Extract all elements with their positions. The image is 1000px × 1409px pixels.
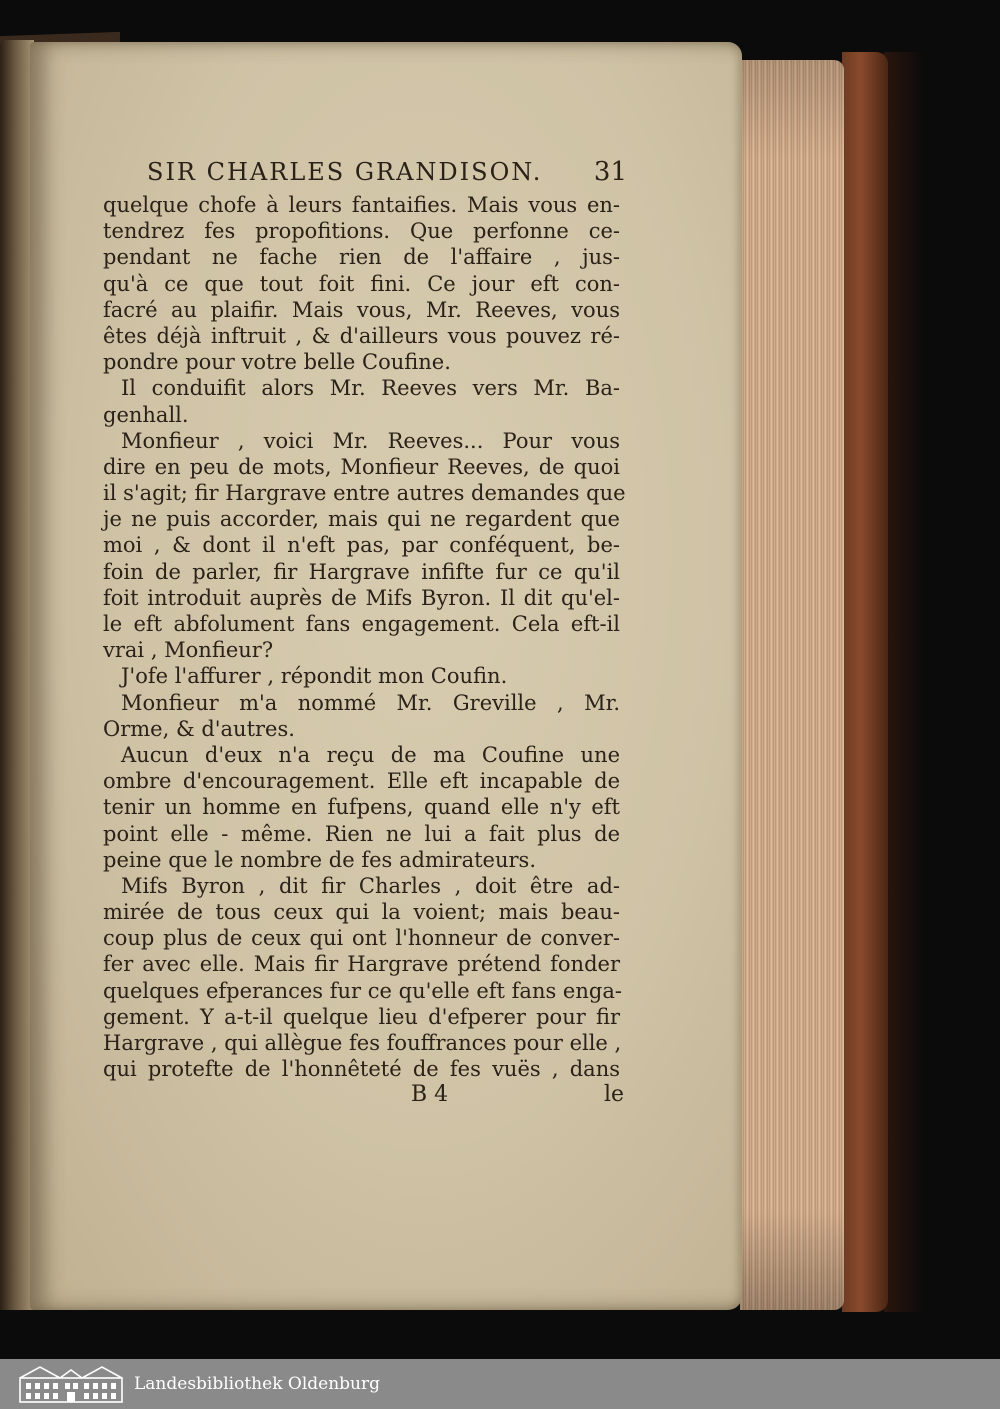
text-line: fer avec elle. Mais fir Hargrave prétend fonder bbox=[103, 952, 620, 977]
page-text-body bbox=[103, 192, 626, 1082]
text-line: peine que le nombre de fes admirateurs. bbox=[103, 847, 537, 872]
left-page-gutter bbox=[0, 40, 34, 1310]
text-line: pendant ne fache rien de l'affaire , jus- bbox=[103, 245, 620, 270]
text-line: il s'agit; fir Hargrave entre autres demandes que bbox=[103, 481, 626, 506]
text-line: Monfieur m'a nommé Mr. Greville , Mr. bbox=[121, 690, 620, 715]
library-building-logo-icon bbox=[18, 1364, 124, 1404]
page-footer bbox=[103, 1082, 624, 1112]
text-line: dire en peu de mots, Monfieur Reeves, de quoi bbox=[103, 454, 620, 479]
text-line: je ne puis accorder, mais qui ne regardent que bbox=[103, 507, 620, 532]
library-footer-bar bbox=[0, 1359, 1000, 1409]
text-line: quelque chofe à leurs fantaifies. Mais vous en- bbox=[103, 193, 620, 217]
book-back-shadow bbox=[884, 52, 924, 1312]
page-number: 31 bbox=[593, 157, 627, 187]
text-line: Aucun d'eux n'a reçu de ma Coufine une bbox=[121, 742, 620, 767]
text-line: Orme, & d'autres. bbox=[103, 716, 295, 741]
text-line: facré au plaifir. Mais vous, Mr. Reeves, vous bbox=[103, 297, 620, 322]
text-line: quelques efperances fur ce qu'elle eft fans enga- bbox=[103, 978, 622, 1003]
text-line: foin de parler, fir Hargrave infifte fur ce qu'il bbox=[103, 559, 620, 584]
text-line: J'ofe l'affurer , répondit mon Coufin. bbox=[121, 664, 508, 689]
book-cover-right bbox=[842, 52, 888, 1312]
library-name: Landesbibliothek Oldenburg bbox=[134, 1374, 381, 1394]
text-line: vrai , Monfieur? bbox=[103, 638, 274, 663]
text-line: ombre d'encouragement. Elle eft incapable de bbox=[103, 769, 620, 794]
running-header bbox=[147, 157, 627, 187]
text-line: genhall. bbox=[103, 402, 189, 427]
text-line: tenir un homme en fufpens, quand elle n'y eft bbox=[103, 795, 620, 820]
text-line: point elle - même. Rien ne lui a fait plus de bbox=[103, 821, 620, 846]
text-line: êtes déjà inftruit , & d'ailleurs vous pouvez ré- bbox=[103, 323, 620, 348]
text-line: pondre pour votre belle Coufine. bbox=[103, 350, 451, 375]
catchword: le bbox=[603, 1082, 624, 1107]
text-line: le eft abfolument fans engagement. Cela eft-il bbox=[103, 612, 620, 636]
text-line: Monfieur , voici Mr. Reeves... Pour vous bbox=[121, 428, 620, 453]
text-line: tendrez fes propofitions. Que perfonne ce- bbox=[103, 219, 620, 244]
text-line: qui protefte de l'honnêteté de fes vuës , dans bbox=[103, 1057, 620, 1082]
text-line: coup plus de ceux qui ont l'honneur de conver- bbox=[103, 926, 620, 951]
text-line: Hargrave , qui allègue fes fouffrances pour elle , bbox=[103, 1031, 622, 1055]
text-line: qu'à ce que tout foit fini. Ce jour eft con- bbox=[103, 271, 620, 296]
text-line: gement. Y a-t-il quelque lieu d'efperer pour fir bbox=[103, 1004, 620, 1029]
text-line: Il conduifit alors Mr. Reeves vers Mr. Ba- bbox=[121, 376, 620, 401]
running-title: SIR CHARLES GRANDISON. bbox=[147, 158, 543, 186]
text-line: mirée de tous ceux qui la voient; mais beau- bbox=[103, 900, 620, 925]
signature-mark: B 4 bbox=[411, 1082, 449, 1107]
text-line: Mifs Byron , dit fir Charles , doit être ad- bbox=[121, 873, 620, 898]
text-line: foit introduit auprès de Mifs Byron. Il dit qu'el- bbox=[103, 585, 620, 610]
page-fore-edge-shade bbox=[740, 60, 844, 1310]
text-line: moi , & dont il n'eft pas, par conféquent, be- bbox=[103, 533, 620, 558]
